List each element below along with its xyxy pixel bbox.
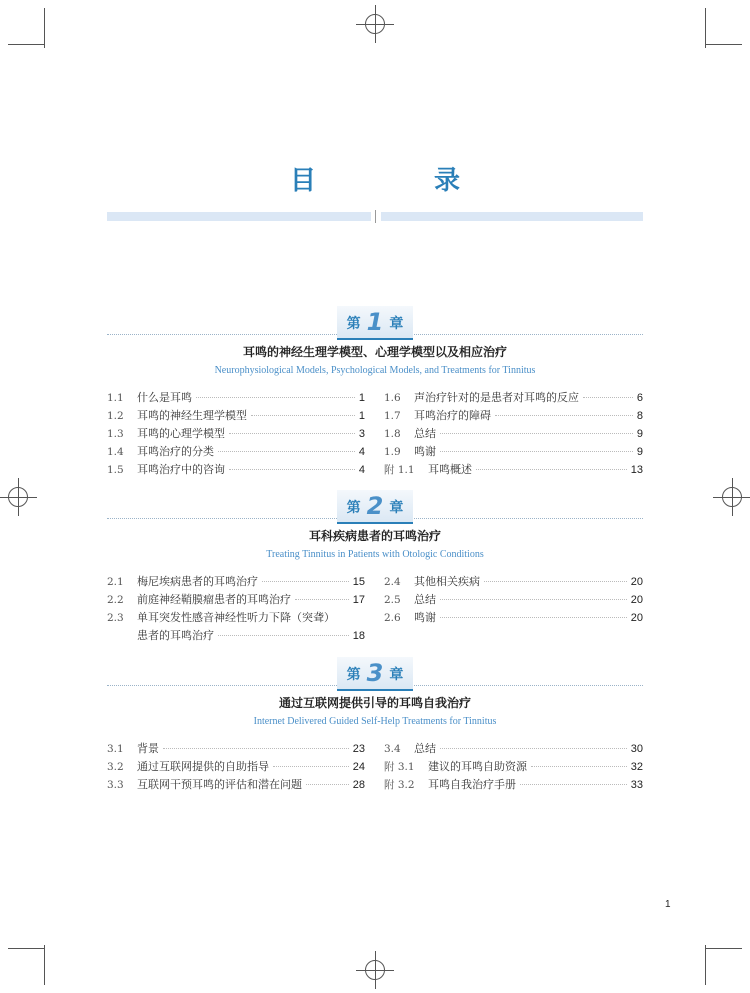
page-number: 1: [665, 899, 671, 910]
page-ref: 1: [358, 410, 365, 422]
toc-entry[interactable]: [384, 758, 643, 776]
section-title: 耳鸣的心理学模型: [137, 427, 225, 440]
toc-column-left: [107, 389, 365, 479]
chapter-title[interactable]: 通过互联网提供引导的耳鸣自我治疗: [278, 696, 471, 710]
chapter-badge: [337, 490, 414, 524]
page-ref: 33: [630, 779, 643, 791]
section-title: 前庭神经鞘膜瘤患者的耳鸣治疗: [137, 593, 291, 606]
section-number: 1.2: [107, 410, 124, 422]
page-ref: 30: [630, 743, 643, 755]
page-ref: 23: [352, 743, 365, 755]
toc-column-left: [107, 740, 365, 794]
chapter-subtitle: Neurophysiological Models, Psychological Models, and Treatments for Tinnitus: [214, 365, 536, 376]
section-number: 附 1.1: [384, 464, 415, 476]
leader-dots: [218, 451, 355, 452]
leader-dots: [531, 766, 627, 767]
toc-entry[interactable]: [107, 758, 365, 776]
toc-entry[interactable]: [107, 609, 365, 627]
toc-column-right: [384, 573, 643, 627]
section-title: 耳鸣概述: [428, 463, 472, 476]
leader-dots: [295, 599, 349, 600]
page-ref: 9: [636, 446, 643, 458]
chapter-title[interactable]: 耳科疾病患者的耳鸣治疗: [308, 529, 441, 543]
toc-column-left: [107, 573, 365, 645]
toc-entry[interactable]: [384, 407, 643, 425]
chapter-number: 1: [366, 308, 384, 336]
chapter-label-post: 章: [389, 500, 404, 516]
page-ref: 3: [358, 428, 365, 440]
chapter-number: 3: [366, 659, 384, 687]
registration-mark-icon: [722, 487, 742, 507]
leader-dots: [273, 766, 349, 767]
chapter-1: [107, 306, 643, 476]
page-ref: 17: [352, 594, 365, 606]
chapter-heading: [107, 490, 643, 520]
page-ref: 24: [352, 761, 365, 773]
chapter-title[interactable]: 耳鸣的神经生理学模型、心理学模型以及相应治疗: [242, 345, 507, 359]
page-ref: 13: [630, 464, 643, 476]
section-number: 1.9: [384, 446, 401, 458]
chapter-2: [107, 490, 643, 642]
toc-column-right: [384, 740, 643, 794]
section-title: 互联网干预耳鸣的评估和潜在问题: [137, 778, 302, 791]
section-title: 耳鸣治疗的障碍: [414, 409, 491, 422]
section-number: 2.1: [107, 576, 124, 588]
section-title: 耳鸣治疗中的咨询: [137, 463, 225, 476]
page-ref: 20: [630, 594, 643, 606]
section-number: 附 3.1: [384, 761, 415, 773]
toc-entry[interactable]: [384, 776, 643, 794]
leader-dots: [440, 748, 627, 749]
leader-dots: [484, 581, 627, 582]
leader-dots: [476, 469, 627, 470]
section-title: 耳鸣的神经生理学模型: [137, 409, 247, 422]
title-bar-left: [107, 212, 371, 221]
leader-dots: [495, 415, 633, 416]
registration-mark-icon: [8, 487, 28, 507]
section-title: 建议的耳鸣自助资源: [428, 760, 527, 773]
section-number: 1.1: [107, 392, 124, 404]
section-title: 耳鸣自我治疗手册: [428, 778, 516, 791]
page-ref: 4: [358, 446, 365, 458]
section-number: 1.4: [107, 446, 124, 458]
toc-entry[interactable]: [107, 591, 365, 609]
toc-entry[interactable]: [107, 389, 365, 407]
section-title: 总结: [414, 742, 436, 755]
leader-dots: [440, 451, 633, 452]
toc-entry[interactable]: [107, 407, 365, 425]
section-title: 耳鸣治疗的分类: [137, 445, 214, 458]
page-ref: 28: [352, 779, 365, 791]
leader-dots: [306, 784, 349, 785]
title-bar-right: [381, 212, 643, 221]
leader-dots: [440, 433, 633, 434]
section-number: 1.3: [107, 428, 124, 440]
chapter-label-pre: 第: [346, 316, 361, 332]
chapter-badge: [337, 306, 414, 340]
section-number: 2.5: [384, 594, 401, 606]
toc-entry[interactable]: [107, 573, 365, 591]
chapter-label-pre: 第: [346, 667, 361, 683]
chapter-subtitle: Internet Delivered Guided Self-Help Treatments for Tinnitus: [253, 716, 497, 727]
chapter-subtitle: Treating Tinnitus in Patients with Otologic Conditions: [266, 549, 484, 560]
section-title: 梅尼埃病患者的耳鸣治疗: [137, 575, 258, 588]
section-title: 总结: [414, 593, 436, 606]
toc-entry[interactable]: [384, 573, 643, 591]
section-number: 1.8: [384, 428, 401, 440]
toc-entry[interactable]: [384, 609, 643, 627]
chapter-label-post: 章: [389, 667, 404, 683]
section-number: 2.3: [107, 612, 124, 624]
crop-mark: [8, 948, 44, 949]
chapter-heading: [107, 657, 643, 687]
toc-entry[interactable]: [384, 740, 643, 758]
page-ref: 8: [636, 410, 643, 422]
section-title: 通过互联网提供的自助指导: [137, 760, 269, 773]
leader-dots: [251, 415, 355, 416]
page-ref: 15: [352, 576, 365, 588]
section-number: 2.2: [107, 594, 124, 606]
section-title: 声治疗针对的是患者对耳鸣的反应: [414, 391, 579, 404]
page-ref: 9: [636, 428, 643, 440]
toc-entry[interactable]: [107, 443, 365, 461]
section-number: 3.3: [107, 779, 124, 791]
page-ref: 20: [630, 612, 643, 624]
toc-entry[interactable]: [107, 776, 365, 794]
section-title: 其他相关疾病: [414, 575, 480, 588]
section-title: 单耳突发性感音神经性听力下降（突聋）: [137, 611, 335, 624]
leader-dots: [440, 617, 627, 618]
page-ref: 6: [636, 392, 643, 404]
chapter-heading: [107, 306, 643, 336]
chapter-label-pre: 第: [346, 500, 361, 516]
section-number: 1.6: [384, 392, 401, 404]
chapter-badge: [337, 657, 414, 691]
chapter-number: 2: [366, 492, 384, 520]
chapter-label-post: 章: [389, 316, 404, 332]
crop-mark: [8, 44, 44, 45]
leader-dots: [262, 581, 349, 582]
section-number: 2.6: [384, 612, 401, 624]
toc-entry[interactable]: [384, 443, 643, 461]
title-divider: [375, 210, 376, 223]
leader-dots: [163, 748, 349, 749]
toc-entry[interactable]: [384, 425, 643, 443]
crop-mark: [705, 44, 742, 45]
page-ref: 32: [630, 761, 643, 773]
section-number: 1.5: [107, 464, 124, 476]
crop-mark: [705, 948, 742, 949]
section-title: 什么是耳鸣: [137, 391, 192, 404]
section-title: 总结: [414, 427, 436, 440]
toc-entry[interactable]: [107, 740, 365, 758]
section-number: 1.7: [384, 410, 401, 422]
toc-entry[interactable]: [384, 389, 643, 407]
leader-dots: [229, 469, 355, 470]
toc-entry-continued[interactable]: [107, 627, 365, 645]
leader-dots: [520, 784, 627, 785]
crop-mark: [705, 945, 706, 985]
leader-dots: [583, 397, 633, 398]
chapter-3: [107, 657, 643, 791]
section-title: 患者的耳鸣治疗: [137, 629, 214, 642]
crop-mark: [44, 945, 45, 985]
crop-mark: [44, 8, 45, 48]
section-number: 3.1: [107, 743, 124, 755]
section-number: 附 3.2: [384, 779, 415, 791]
registration-mark-icon: [365, 960, 385, 980]
page-ref: 4: [358, 464, 365, 476]
page-ref: 1: [358, 392, 365, 404]
section-title: 鸣谢: [414, 445, 436, 458]
leader-dots: [229, 433, 355, 434]
page-title: 目 录: [289, 166, 506, 196]
leader-dots: [440, 599, 627, 600]
toc-entry[interactable]: [107, 461, 365, 479]
section-title: 鸣谢: [414, 611, 436, 624]
toc-entry[interactable]: [384, 591, 643, 609]
toc-entry[interactable]: [107, 425, 365, 443]
page-ref: 20: [630, 576, 643, 588]
section-number: 3.4: [384, 743, 401, 755]
toc-column-right: [384, 389, 643, 479]
section-number: 2.4: [384, 576, 401, 588]
leader-dots: [196, 397, 355, 398]
leader-dots: [218, 635, 349, 636]
section-number: 3.2: [107, 761, 124, 773]
toc-entry[interactable]: [384, 461, 643, 479]
section-title: 背景: [137, 742, 159, 755]
crop-mark: [705, 8, 706, 48]
page-ref: 18: [352, 630, 365, 642]
registration-mark-icon: [365, 14, 385, 34]
